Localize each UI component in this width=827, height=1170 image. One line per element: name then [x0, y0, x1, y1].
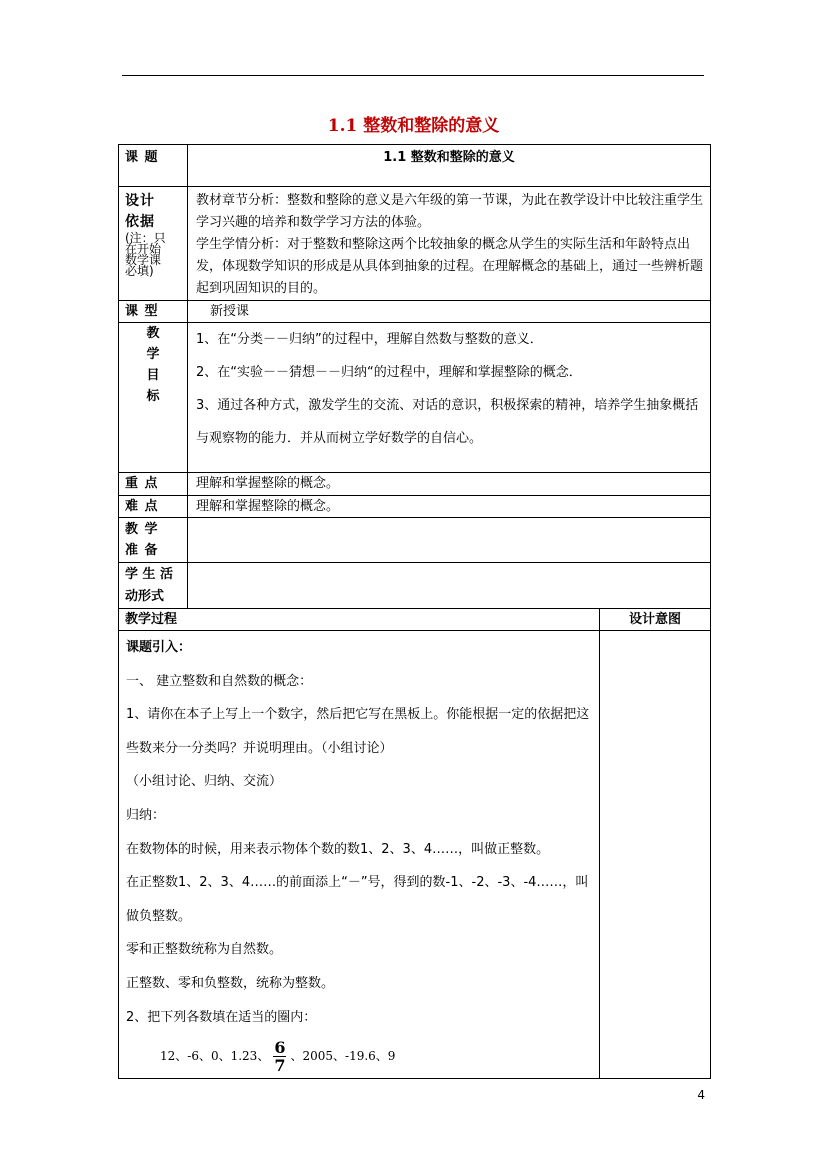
row-activity: [119, 563, 711, 609]
row-difficulty: [119, 496, 711, 518]
header-rule: [122, 75, 704, 76]
page-title: 1.1 整数和整除的意义: [327, 116, 500, 136]
row-objectives: [119, 323, 711, 473]
page-number: 4: [697, 1088, 705, 1102]
fraction: $\frac{6}{7}$: [274, 1038, 286, 1076]
prep-value: [188, 518, 711, 563]
key-value: 理解和掌握整除的概念。: [188, 473, 711, 496]
row-process-header: [119, 609, 711, 631]
row-type: [119, 301, 711, 323]
textbook-analysis: 教材章节分析：整数和整除的意义是六年级的第一节课，为此在教学设计中比较注重学生学习兴趣的培养和数学学习方法的体验。: [196, 193, 704, 230]
row-prep: [119, 518, 711, 563]
section-heading: 一、 建立整数和自然数的概念：: [126, 673, 313, 689]
number-list: 12、-6、0、1.23、 $\frac{6}{7}$ 、2005、-19.6、9: [160, 1038, 396, 1076]
objectives-list: [188, 323, 711, 473]
topic-label: 课 题: [119, 145, 188, 187]
topic-value: 1.1 整数和整除的意义: [188, 145, 711, 187]
student-analysis: 学生学情分析：对于整数和整除这两个比较抽象的概念从学生的实际生活和年龄特点出发，体现数学知识的形成是从具体到抽象的过程。在理解概念的基础上，通过一些辨析题起到巩固知识的目的。: [196, 237, 704, 296]
summary-line: 零和正整数统称为自然数。: [126, 942, 283, 958]
question-1-note: （小组讨论、归纳、交流）: [126, 774, 283, 790]
question-1: 1、请你在本子上写上一个数字，然后把它写在黑板上。你能根据一定的依据把这些数来分一分类吗？并说明理由。（小组讨论）: [126, 707, 590, 756]
intro-heading: 课题引入：: [126, 640, 192, 655]
prep-label: 教 学 准 备: [119, 518, 188, 563]
basis-note: (注：只 在开始 数学课 必填): [125, 231, 166, 278]
objective-item: 3、通过各种方式，激发学生的交流、对话的意识，积极探索的精神，培养学生抽象概括与观察物的能力．并从而树立学好数学的自信心。: [196, 398, 699, 446]
summary-line: 在正整数1、2、3、4……的前面添上“－”号，得到的数-1、-2、-3、-4……，叫做负整数。: [126, 875, 589, 924]
summary-label: 归纳：: [126, 807, 166, 823]
process-header: 教学过程: [119, 609, 600, 631]
basis-cell: 设计 依据 (注：只 在开始 数学课 必填): [119, 187, 188, 301]
difficulty-label: 难 点: [119, 496, 188, 518]
row-topic: [119, 145, 711, 187]
question-2: 2、把下列各数填在适当的圈内：: [126, 1009, 317, 1025]
activity-value: [188, 563, 711, 609]
intent-content: [600, 631, 711, 1079]
key-label: 重 点: [119, 473, 188, 496]
lesson-plan-table: [118, 144, 711, 1079]
row-basis: [119, 187, 711, 301]
row-key: [119, 473, 711, 496]
row-process-body: [119, 631, 711, 1079]
objectives-label: 教 学 目 标: [119, 323, 188, 473]
objective-item: 2、在“实验－－猜想－－归纳“的过程中，理解和掌握整除的概念．: [196, 365, 582, 380]
summary-line: 在数物体的时候，用来表示物体个数的数1、2、3、4……，叫做正整数。: [126, 841, 550, 857]
difficulty-value: 理解和掌握整除的概念。: [188, 496, 711, 518]
summary-line: 正整数、零和负整数，统称为整数。: [126, 975, 335, 991]
activity-label: 学 生 活 动形式: [119, 563, 188, 609]
type-label: 课 型: [119, 301, 188, 323]
basis-text: [188, 187, 711, 301]
type-value: 新授课: [188, 301, 711, 323]
objective-item: 1、在“分类－－归纳”的过程中，理解自然数与整数的意义．: [196, 332, 543, 347]
process-content: [119, 631, 600, 1079]
intent-header: 设计意图: [600, 609, 711, 631]
